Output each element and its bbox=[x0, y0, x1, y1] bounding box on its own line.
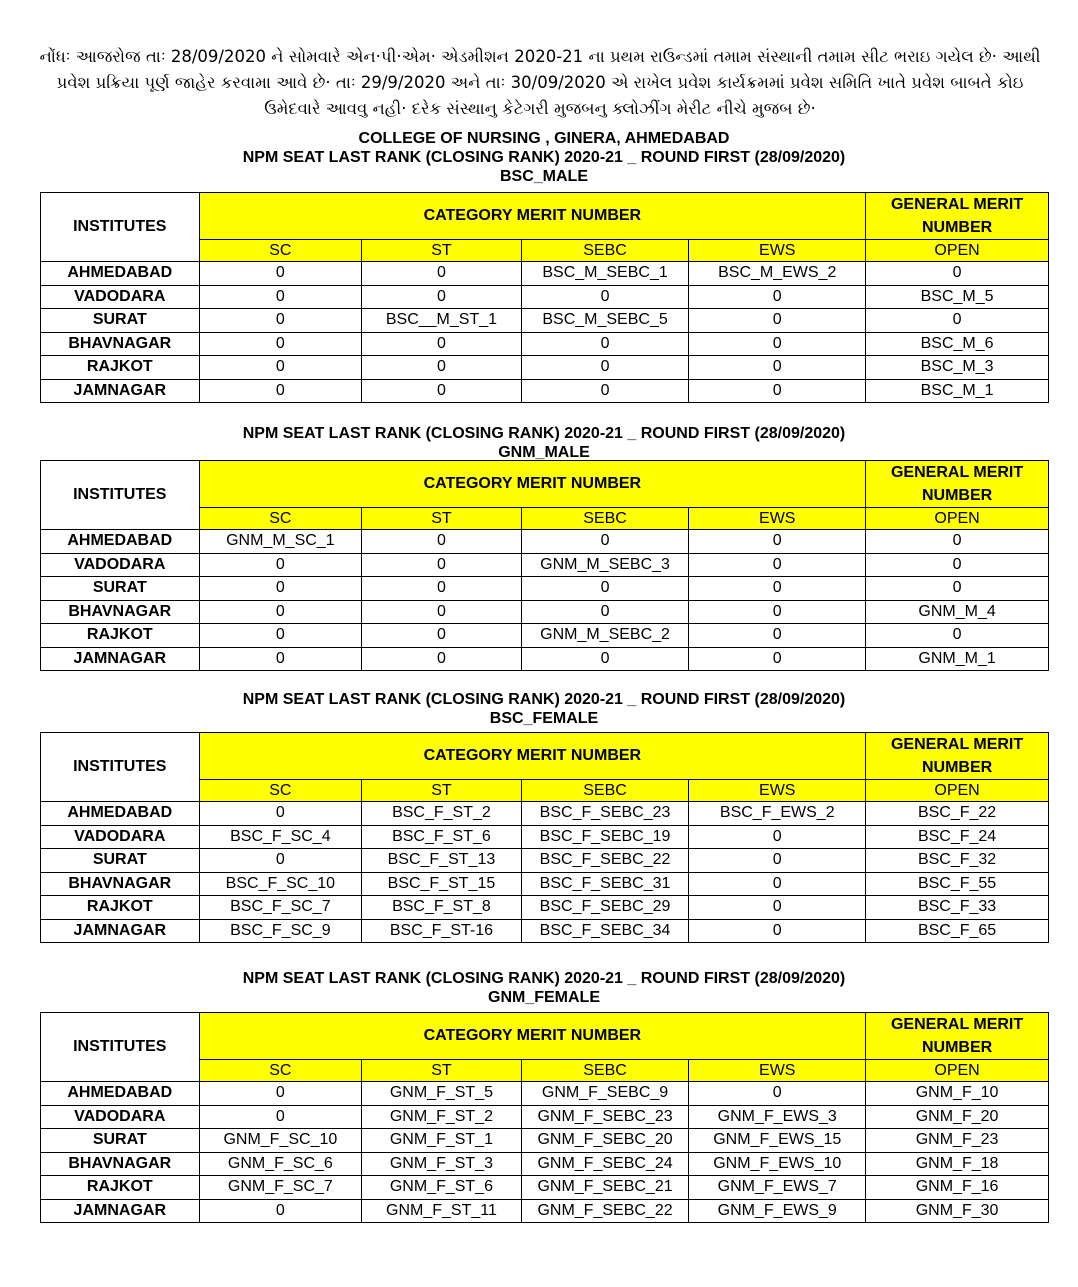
column-header-sc: SC bbox=[199, 240, 362, 262]
college-name: COLLEGE OF NURSING , GINERA, AHMEDABAD bbox=[358, 130, 730, 147]
merit-table bbox=[40, 192, 1049, 403]
merit-cell-sc: GNM_F_SC_7 bbox=[199, 1176, 362, 1200]
institute-name: VADODARA bbox=[41, 825, 200, 849]
merit-cell-sebc: BSC_F_SEBC_31 bbox=[521, 872, 689, 896]
merit-cell-st: 0 bbox=[362, 356, 522, 380]
merit-cell-st: BSC_F_ST-16 bbox=[362, 919, 522, 943]
merit-cell-sebc: BSC_F_SEBC_19 bbox=[521, 825, 689, 849]
merit-cell-ews: BSC_F_EWS_2 bbox=[689, 802, 866, 826]
merit-cell-open: BSC_F_32 bbox=[866, 849, 1049, 873]
column-header-open: OPEN bbox=[866, 780, 1049, 802]
merit-cell-sc: GNM_F_SC_6 bbox=[199, 1152, 362, 1176]
merit-cell-open: GNM_F_20 bbox=[866, 1105, 1049, 1129]
merit-cell-open: 0 bbox=[866, 553, 1049, 577]
section-heading-gnm-female bbox=[40, 969, 1048, 1007]
table-row bbox=[41, 1199, 1049, 1223]
merit-cell-open: BSC_F_33 bbox=[866, 896, 1049, 920]
merit-cell-st: GNM_F_ST_5 bbox=[362, 1082, 522, 1106]
column-header-sc: SC bbox=[199, 508, 362, 530]
institute-name: AHMEDABAD bbox=[41, 530, 200, 554]
merit-cell-sebc: 0 bbox=[521, 285, 689, 309]
merit-cell-sebc: BSC_F_SEBC_23 bbox=[521, 802, 689, 826]
merit-cell-st: BSC_F_ST_6 bbox=[362, 825, 522, 849]
category-merit-header: CATEGORY MERIT NUMBER bbox=[199, 193, 866, 240]
merit-cell-st: 0 bbox=[362, 600, 522, 624]
institute-name: SURAT bbox=[41, 849, 200, 873]
merit-cell-st: GNM_F_ST_2 bbox=[362, 1105, 522, 1129]
column-header-st: ST bbox=[362, 780, 522, 802]
institute-name: SURAT bbox=[41, 577, 200, 601]
column-header-sebc: SEBC bbox=[521, 508, 689, 530]
merit-table bbox=[40, 732, 1049, 943]
merit-cell-ews: 0 bbox=[689, 379, 866, 403]
table-row bbox=[41, 379, 1049, 403]
merit-cell-ews: 0 bbox=[689, 896, 866, 920]
merit-cell-sebc: BSC_M_SEBC_1 bbox=[521, 262, 689, 286]
merit-cell-sebc: GNM_M_SEBC_2 bbox=[521, 624, 689, 648]
table-row bbox=[41, 919, 1049, 943]
merit-cell-ews: 0 bbox=[689, 1082, 866, 1106]
institute-name: RAJKOT bbox=[41, 624, 200, 648]
section-heading-bsc-female bbox=[40, 690, 1048, 728]
table-title: NPM SEAT LAST RANK (CLOSING RANK) 2020-21 _ ROUND FIRST (28/09/2020) bbox=[242, 149, 846, 166]
merit-cell-sc: 0 bbox=[199, 309, 362, 333]
merit-cell-sebc: GNM_M_SEBC_3 bbox=[521, 553, 689, 577]
merit-cell-sc: 0 bbox=[199, 356, 362, 380]
table-title: NPM SEAT LAST RANK (CLOSING RANK) 2020-21 _ ROUND FIRST (28/09/2020) bbox=[242, 970, 846, 987]
merit-cell-sebc: 0 bbox=[521, 577, 689, 601]
merit-cell-ews: GNM_F_EWS_10 bbox=[689, 1152, 866, 1176]
merit-cell-open: BSC_F_22 bbox=[866, 802, 1049, 826]
table-row bbox=[41, 577, 1049, 601]
category-merit-header: CATEGORY MERIT NUMBER bbox=[199, 733, 866, 780]
merit-cell-st: BSC_F_ST_13 bbox=[362, 849, 522, 873]
column-header-sebc: SEBC bbox=[521, 240, 689, 262]
institutes-header: INSTITUTES bbox=[41, 1013, 200, 1082]
institute-name: JAMNAGAR bbox=[41, 919, 200, 943]
merit-cell-sebc: 0 bbox=[521, 379, 689, 403]
merit-cell-sc: BSC_F_SC_7 bbox=[199, 896, 362, 920]
institute-name: BHAVNAGAR bbox=[41, 600, 200, 624]
merit-cell-open: 0 bbox=[866, 530, 1049, 554]
category-merit-header: CATEGORY MERIT NUMBER bbox=[199, 1013, 866, 1060]
merit-cell-ews: 0 bbox=[689, 624, 866, 648]
merit-cell-open: GNM_F_16 bbox=[866, 1176, 1049, 1200]
merit-cell-sebc: GNM_F_SEBC_24 bbox=[521, 1152, 689, 1176]
merit-cell-sc: 0 bbox=[199, 262, 362, 286]
merit-cell-open: 0 bbox=[866, 577, 1049, 601]
table-row bbox=[41, 309, 1049, 333]
table-subtitle: GNM_MALE bbox=[498, 444, 590, 461]
table-title: NPM SEAT LAST RANK (CLOSING RANK) 2020-21 _ ROUND FIRST (28/09/2020) bbox=[242, 691, 846, 708]
merit-cell-open: GNM_M_1 bbox=[866, 647, 1049, 671]
merit-cell-sebc: 0 bbox=[521, 530, 689, 554]
merit-cell-ews: 0 bbox=[689, 553, 866, 577]
merit-cell-st: BSC__M_ST_1 bbox=[362, 309, 522, 333]
table-row bbox=[41, 530, 1049, 554]
table-row bbox=[41, 872, 1049, 896]
merit-cell-st: BSC_F_ST_2 bbox=[362, 802, 522, 826]
institute-name: JAMNAGAR bbox=[41, 647, 200, 671]
merit-cell-ews: GNM_F_EWS_9 bbox=[689, 1199, 866, 1223]
merit-cell-st: 0 bbox=[362, 577, 522, 601]
section-heading-gnm-male bbox=[40, 424, 1048, 462]
general-merit-header: GENERAL MERIT NUMBER bbox=[866, 1013, 1049, 1060]
merit-cell-sebc: GNM_F_SEBC_23 bbox=[521, 1105, 689, 1129]
merit-cell-ews: 0 bbox=[689, 872, 866, 896]
table-row bbox=[41, 1105, 1049, 1129]
merit-cell-sc: GNM_M_SC_1 bbox=[199, 530, 362, 554]
column-header-sebc: SEBC bbox=[521, 1060, 689, 1082]
table-row bbox=[41, 647, 1049, 671]
institute-name: AHMEDABAD bbox=[41, 1082, 200, 1106]
notice-line: ઉમેદવારે આવવુ નહી· દરેક સંસ્થાનુ કેટેગરી મુજબનુ ક્લોઝીંગ મેરીટ નીચે મુજબ છે· bbox=[264, 99, 816, 118]
table-row bbox=[41, 1152, 1049, 1176]
merit-cell-open: GNM_F_10 bbox=[866, 1082, 1049, 1106]
general-merit-header: GENERAL MERIT NUMBER bbox=[866, 193, 1049, 240]
table-row bbox=[41, 600, 1049, 624]
table-row bbox=[41, 356, 1049, 380]
table-row bbox=[41, 849, 1049, 873]
merit-cell-sc: BSC_F_SC_9 bbox=[199, 919, 362, 943]
merit-cell-open: 0 bbox=[866, 624, 1049, 648]
category-merit-header: CATEGORY MERIT NUMBER bbox=[199, 461, 866, 508]
table-row bbox=[41, 332, 1049, 356]
merit-cell-st: BSC_F_ST_15 bbox=[362, 872, 522, 896]
merit-table bbox=[40, 460, 1049, 671]
notice-line: નોંધઃ આજરોજ તાઃ 28/09/2020 ને સોમવારે એન·પી·એમ· એડમીશન 2020-21 ના પ્રથમ રાઉન્ડમાં તમામ સંસ્થાની તમામ સીટ ભરાઇ ગયેલ છે· આથી bbox=[39, 47, 1041, 66]
merit-cell-st: 0 bbox=[362, 285, 522, 309]
merit-cell-ews: 0 bbox=[689, 919, 866, 943]
merit-cell-sebc: 0 bbox=[521, 647, 689, 671]
institutes-header: INSTITUTES bbox=[41, 733, 200, 802]
merit-cell-sc: 0 bbox=[199, 332, 362, 356]
column-header-st: ST bbox=[362, 240, 522, 262]
column-header-ews: EWS bbox=[689, 1060, 866, 1082]
general-merit-header: GENERAL MERIT NUMBER bbox=[866, 733, 1049, 780]
merit-cell-ews: GNM_F_EWS_15 bbox=[689, 1129, 866, 1153]
merit-cell-sc: 0 bbox=[199, 849, 362, 873]
column-header-sc: SC bbox=[199, 1060, 362, 1082]
merit-cell-sebc: BSC_M_SEBC_5 bbox=[521, 309, 689, 333]
merit-cell-st: 0 bbox=[362, 624, 522, 648]
merit-cell-sebc: 0 bbox=[521, 356, 689, 380]
institutes-header: INSTITUTES bbox=[41, 461, 200, 530]
institute-name: JAMNAGAR bbox=[41, 379, 200, 403]
merit-cell-sebc: BSC_F_SEBC_22 bbox=[521, 849, 689, 873]
merit-cell-sc: 0 bbox=[199, 600, 362, 624]
column-header-ews: EWS bbox=[689, 240, 866, 262]
table-row bbox=[41, 262, 1049, 286]
merit-cell-ews: 0 bbox=[689, 825, 866, 849]
table-row bbox=[41, 1129, 1049, 1153]
merit-cell-open: BSC_M_3 bbox=[866, 356, 1049, 380]
merit-cell-sc: BSC_F_SC_10 bbox=[199, 872, 362, 896]
merit-cell-ews: 0 bbox=[689, 530, 866, 554]
merit-cell-open: GNM_F_23 bbox=[866, 1129, 1049, 1153]
table-subtitle: BSC_FEMALE bbox=[489, 710, 599, 727]
table-row bbox=[41, 802, 1049, 826]
merit-cell-sebc: GNM_F_SEBC_22 bbox=[521, 1199, 689, 1223]
merit-cell-st: GNM_F_ST_1 bbox=[362, 1129, 522, 1153]
header-row bbox=[41, 193, 1049, 240]
merit-cell-st: 0 bbox=[362, 379, 522, 403]
institute-name: VADODARA bbox=[41, 1105, 200, 1129]
column-header-st: ST bbox=[362, 508, 522, 530]
merit-cell-sebc: GNM_F_SEBC_20 bbox=[521, 1129, 689, 1153]
merit-cell-sc: 0 bbox=[199, 624, 362, 648]
institute-name: BHAVNAGAR bbox=[41, 332, 200, 356]
institute-name: RAJKOT bbox=[41, 896, 200, 920]
merit-cell-sc: 0 bbox=[199, 1199, 362, 1223]
merit-cell-sebc: GNM_F_SEBC_21 bbox=[521, 1176, 689, 1200]
institute-name: RAJKOT bbox=[41, 356, 200, 380]
merit-cell-ews: 0 bbox=[689, 285, 866, 309]
admission-notice bbox=[20, 44, 1060, 122]
merit-cell-sebc: GNM_F_SEBC_9 bbox=[521, 1082, 689, 1106]
general-merit-header: GENERAL MERIT NUMBER bbox=[866, 461, 1049, 508]
table-row bbox=[41, 624, 1049, 648]
merit-cell-open: BSC_F_24 bbox=[866, 825, 1049, 849]
institutes-header: INSTITUTES bbox=[41, 193, 200, 262]
table-subtitle: GNM_FEMALE bbox=[488, 989, 600, 1006]
institute-name: SURAT bbox=[41, 309, 200, 333]
institute-name: BHAVNAGAR bbox=[41, 1152, 200, 1176]
institute-name: BHAVNAGAR bbox=[41, 872, 200, 896]
merit-cell-open: 0 bbox=[866, 309, 1049, 333]
merit-cell-ews: 0 bbox=[689, 356, 866, 380]
column-header-open: OPEN bbox=[866, 508, 1049, 530]
institute-name: VADODARA bbox=[41, 285, 200, 309]
table-row bbox=[41, 1176, 1049, 1200]
section-heading-bsc-male bbox=[40, 129, 1048, 186]
merit-cell-sc: 0 bbox=[199, 1082, 362, 1106]
merit-cell-ews: 0 bbox=[689, 309, 866, 333]
institute-name: VADODARA bbox=[41, 553, 200, 577]
merit-cell-open: BSC_F_55 bbox=[866, 872, 1049, 896]
column-header-open: OPEN bbox=[866, 1060, 1049, 1082]
table-row bbox=[41, 896, 1049, 920]
column-header-sebc: SEBC bbox=[521, 780, 689, 802]
merit-cell-open: BSC_M_5 bbox=[866, 285, 1049, 309]
merit-cell-sc: 0 bbox=[199, 379, 362, 403]
merit-cell-sebc: 0 bbox=[521, 600, 689, 624]
institute-name: JAMNAGAR bbox=[41, 1199, 200, 1223]
merit-cell-open: GNM_F_18 bbox=[866, 1152, 1049, 1176]
merit-cell-st: 0 bbox=[362, 262, 522, 286]
merit-cell-ews: 0 bbox=[689, 332, 866, 356]
merit-cell-st: BSC_F_ST_8 bbox=[362, 896, 522, 920]
merit-cell-sc: 0 bbox=[199, 1105, 362, 1129]
column-header-st: ST bbox=[362, 1060, 522, 1082]
merit-cell-ews: BSC_M_EWS_2 bbox=[689, 262, 866, 286]
table-row bbox=[41, 1082, 1049, 1106]
merit-cell-sc: GNM_F_SC_10 bbox=[199, 1129, 362, 1153]
merit-cell-sebc: BSC_F_SEBC_34 bbox=[521, 919, 689, 943]
merit-cell-open: BSC_M_1 bbox=[866, 379, 1049, 403]
header-row bbox=[41, 733, 1049, 780]
table-row bbox=[41, 553, 1049, 577]
merit-cell-st: GNM_F_ST_6 bbox=[362, 1176, 522, 1200]
merit-cell-sc: 0 bbox=[199, 802, 362, 826]
notice-line: પ્રવેશ પ્રક્રિયા પૂર્ણ જાહેર કરવામા આવે છે· તાઃ 29/9/2020 અને તાઃ 30/09/2020 એ રાખેલ પ્રવેશ કાર્યક્રમમાં પ્રવેશ સમિતિ ખાતે પ્રવેશ બાબતે કોઇ bbox=[56, 73, 1024, 92]
column-header-sc: SC bbox=[199, 780, 362, 802]
column-header-ews: EWS bbox=[689, 508, 866, 530]
merit-cell-open: GNM_F_30 bbox=[866, 1199, 1049, 1223]
merit-cell-sebc: 0 bbox=[521, 332, 689, 356]
merit-table bbox=[40, 1012, 1049, 1223]
table-row bbox=[41, 825, 1049, 849]
merit-cell-st: 0 bbox=[362, 530, 522, 554]
merit-cell-st: GNM_F_ST_11 bbox=[362, 1199, 522, 1223]
merit-cell-ews: 0 bbox=[689, 577, 866, 601]
institute-name: SURAT bbox=[41, 1129, 200, 1153]
header-row bbox=[41, 461, 1049, 508]
merit-cell-sc: 0 bbox=[199, 647, 362, 671]
merit-cell-sc: 0 bbox=[199, 285, 362, 309]
merit-cell-sc: 0 bbox=[199, 577, 362, 601]
merit-cell-open: BSC_M_6 bbox=[866, 332, 1049, 356]
institute-name: AHMEDABAD bbox=[41, 802, 200, 826]
institute-name: AHMEDABAD bbox=[41, 262, 200, 286]
merit-cell-st: GNM_F_ST_3 bbox=[362, 1152, 522, 1176]
table-title: NPM SEAT LAST RANK (CLOSING RANK) 2020-21 _ ROUND FIRST (28/09/2020) bbox=[242, 425, 846, 442]
merit-cell-ews: GNM_F_EWS_3 bbox=[689, 1105, 866, 1129]
merit-cell-ews: 0 bbox=[689, 647, 866, 671]
merit-cell-st: 0 bbox=[362, 332, 522, 356]
column-header-open: OPEN bbox=[866, 240, 1049, 262]
column-header-ews: EWS bbox=[689, 780, 866, 802]
merit-cell-ews: GNM_F_EWS_7 bbox=[689, 1176, 866, 1200]
merit-cell-st: 0 bbox=[362, 647, 522, 671]
merit-cell-sebc: BSC_F_SEBC_29 bbox=[521, 896, 689, 920]
merit-cell-open: 0 bbox=[866, 262, 1049, 286]
merit-cell-st: 0 bbox=[362, 553, 522, 577]
merit-cell-open: GNM_M_4 bbox=[866, 600, 1049, 624]
merit-cell-sc: 0 bbox=[199, 553, 362, 577]
merit-cell-open: BSC_F_65 bbox=[866, 919, 1049, 943]
table-row bbox=[41, 285, 1049, 309]
table-subtitle: BSC_MALE bbox=[499, 168, 588, 185]
institute-name: RAJKOT bbox=[41, 1176, 200, 1200]
merit-cell-ews: 0 bbox=[689, 600, 866, 624]
merit-cell-ews: 0 bbox=[689, 849, 866, 873]
merit-cell-sc: BSC_F_SC_4 bbox=[199, 825, 362, 849]
header-row bbox=[41, 1013, 1049, 1060]
